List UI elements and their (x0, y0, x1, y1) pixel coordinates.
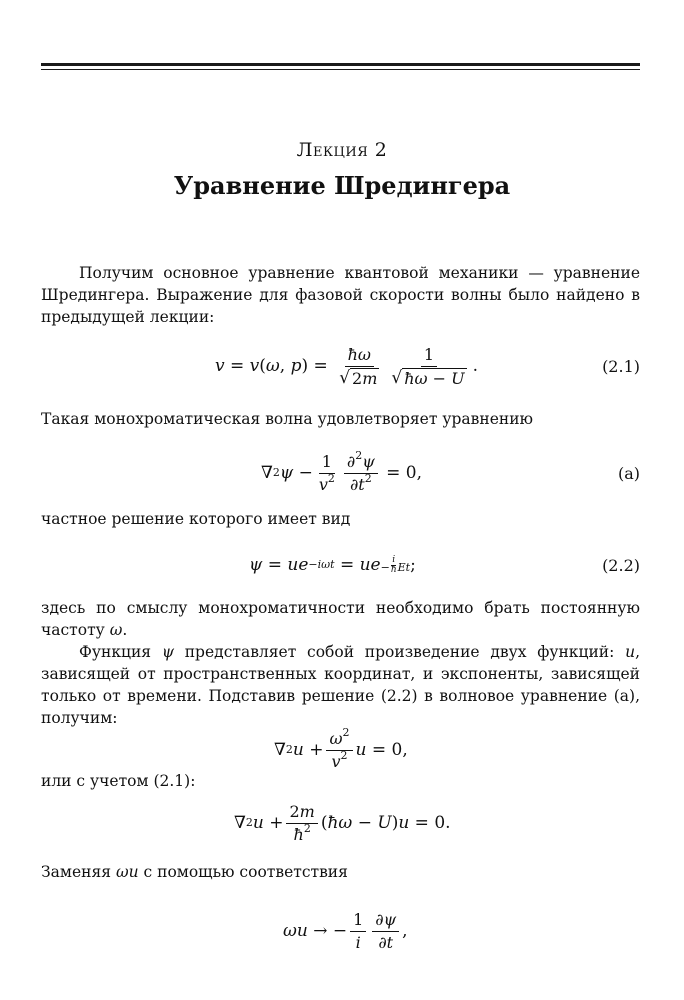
paragraph-function-psi-text-2: представляет собой произведение двух функций: (173, 643, 626, 661)
u-symbol: u (625, 643, 636, 661)
equation-correspondence-body: ωu → − $\frac{1}{i}$ $\frac{\partial\psi}{\partial t}$ , (283, 909, 408, 952)
paragraph-replacing-text-1: Заменяя (41, 863, 116, 881)
omega-symbol: ω (109, 621, 123, 639)
omega-u-symbol: ωu (115, 863, 139, 881)
paragraph-function-psi (41, 641, 640, 729)
equation-schrodinger-stationary (41, 795, 640, 851)
equation-2-2 (41, 537, 640, 593)
lecture-title: Уравнение Шредингера (173, 171, 511, 200)
paragraph-particular-solution: частное решение которого имеет вид (41, 510, 351, 528)
lecture-label: Лекция 2 (296, 139, 388, 161)
equation-correspondence (41, 903, 640, 959)
paragraph-constant-frequency-end: . (122, 621, 128, 639)
equation-2-2-number: (2.2) (602, 555, 640, 575)
header-rule-thin (41, 69, 640, 70)
equation-helmholtz-body: ∇ 2 u + $\frac{\omega^2}{v^2}$ u = 0, (274, 725, 408, 771)
equation-2-1-body: v = v ( ω , p ) = ħω √ 2m 1 √ ħω − U . (215, 344, 479, 388)
paragraph-monochromatic: Такая монохроматическая волна удовлетворяет уравнению (41, 410, 534, 428)
equation-a-body: ∇ 2 ψ − $\frac{1}{v^2}$ $\frac{\partial^2\psi}{\partial t^2}$ = 0, (261, 448, 423, 494)
psi-symbol: ψ (161, 643, 174, 661)
paragraph-function-psi-text-3: , зависящей от пространственных координат, и экспоненты, зависящей только от времени. Подставив решение (2.2) в волновое уравнение (а), получим: (41, 643, 640, 727)
equation-2-1-number: (2.1) (602, 356, 640, 376)
equation-a-number: (а) (617, 463, 640, 483)
paragraph-replacing (41, 861, 640, 883)
paragraph-constant-frequency (41, 597, 640, 641)
paragraph-constant-frequency-text: здесь по смыслу монохроматичности необходимо брать постоянную частоту (41, 599, 640, 639)
paragraph-intro: Получим основное уравнение квантовой механики — уравнение Шредингера. Выражение для фазовой скорости волны было найдено в предыдущей лекции: (41, 264, 640, 326)
equation-a (41, 445, 640, 501)
equation-2-1 (41, 338, 640, 394)
equation-schrodinger-stationary-body: ∇ 2 u + $\frac{2m}{ħ^2}$ ( ħω − U ) u = 0. (234, 801, 451, 844)
equation-2-2-body: ψ = ue −iωt = ue − $\frac{i}{ħ}$ Et ; (249, 554, 416, 575)
paragraph-function-psi-text-1: Функция (79, 643, 162, 661)
paragraph-replacing-text-2: с помощью соответствия (138, 863, 348, 881)
header-rule-thick (41, 63, 640, 66)
paragraph-with-account: или с учетом (2.1): (41, 772, 196, 790)
